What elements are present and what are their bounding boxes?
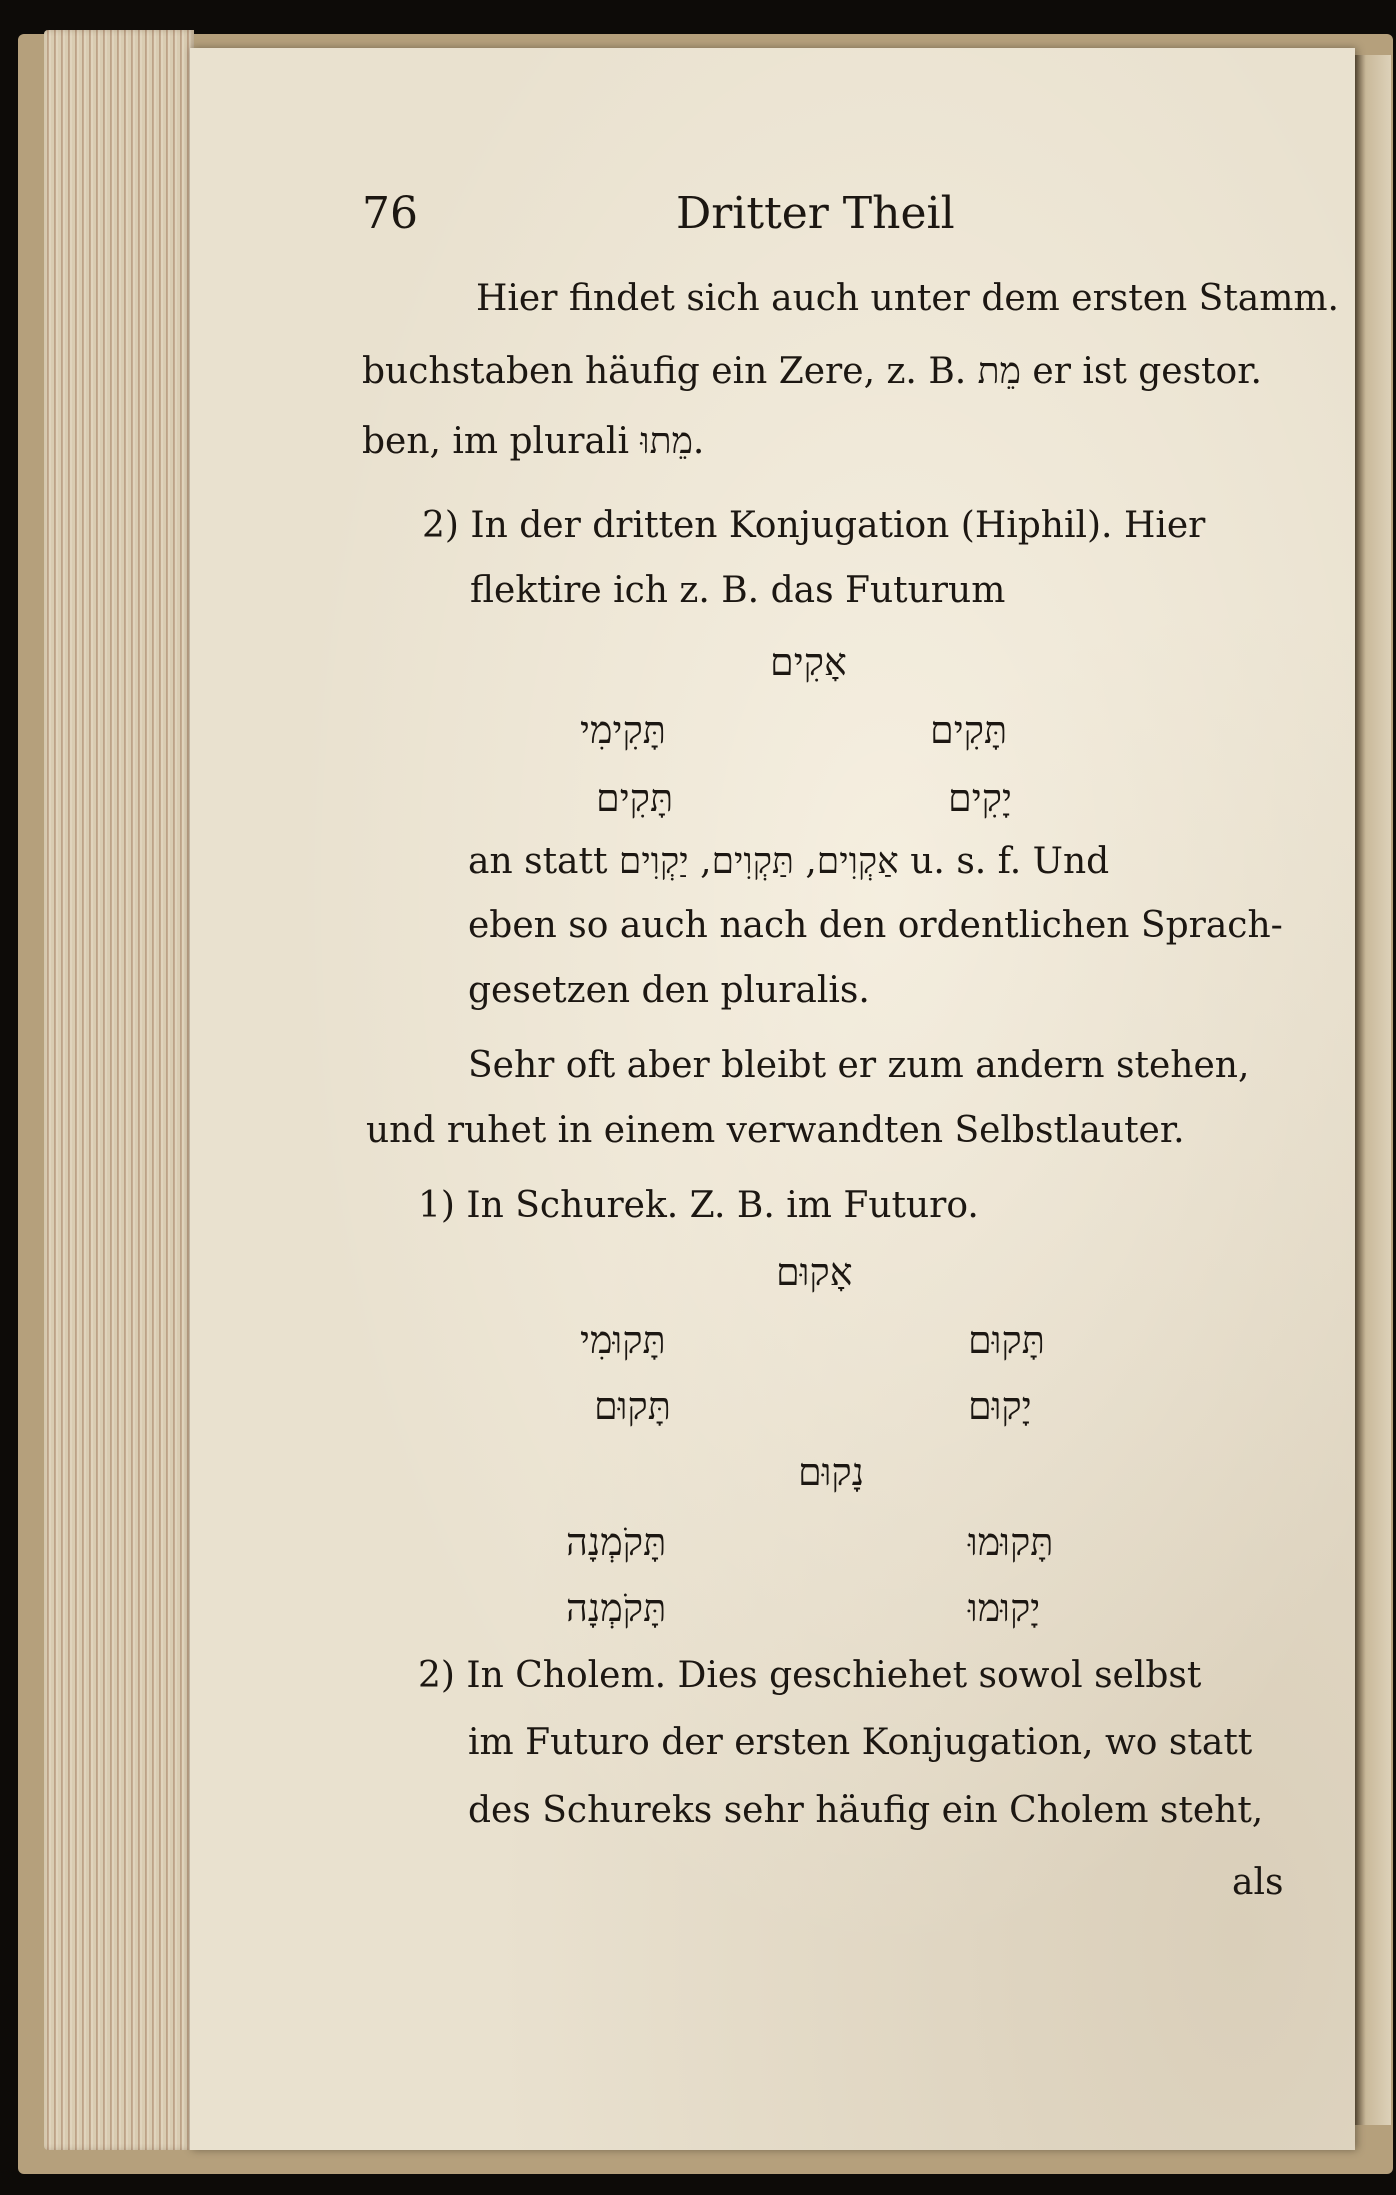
conjugation-form: תָּקִים (596, 776, 674, 820)
paragraph-line: im Futuro der ersten Konjugation, wo statt (468, 1722, 1253, 1763)
paragraph-line: flektire ich z. B. das Futurum (470, 570, 1006, 611)
paragraph-line: ben, im plurali מֵתוּ. (362, 421, 705, 462)
conjugation-form: תָּקוּם (968, 1318, 1045, 1362)
paragraph-line: 2) In der dritten Konjugation (Hiphil). Hier (422, 505, 1206, 546)
paragraph-line: eben so auch nach den ordentlichen Sprach- (468, 905, 1283, 946)
conjugation-form: תָּקוּמִי (580, 1318, 666, 1362)
conjugation-form: אָקִים (770, 640, 847, 684)
conjugation-form: תָּקֹמְנָה (566, 1586, 667, 1630)
conjugation-form: יָקוּמוּ (968, 1586, 1041, 1630)
conjugation-form: יָקוּם (968, 1384, 1032, 1428)
paragraph-line: gesetzen den pluralis. (468, 970, 870, 1011)
conjugation-form: תָּקִים (930, 708, 1008, 752)
conjugation-form: יָקִים (948, 776, 1012, 820)
conjugation-form: נָקוּם (798, 1450, 865, 1494)
conjugation-form: אָקוּם (776, 1250, 853, 1294)
paragraph-line: buchstaben häufig ein Zere, z. B. מֵת er ist gestor. (362, 351, 1262, 392)
conjugation-form: תָּקוּם (594, 1384, 671, 1428)
conjugation-form: תָּקֹמְנָה (566, 1520, 667, 1564)
paragraph-line: Sehr oft aber bleibt er zum andern stehen, (468, 1045, 1250, 1086)
conjugation-form: תָּקוּמוּ (968, 1520, 1054, 1564)
paragraph-line: und ruhet in einem verwandten Selbstlauter. (366, 1110, 1185, 1151)
facing-page-edge (1355, 55, 1391, 2125)
paragraph-line: an statt אַקְוִים, תַּקְוִים, יַקְוִים u. s. f. Und (468, 841, 1110, 882)
catchword: als (1232, 1862, 1284, 1903)
paragraph-line: Hier findet sich auch unter dem ersten Stamm. (476, 278, 1339, 319)
conjugation-form: תָּקִימִי (580, 708, 666, 752)
paragraph-line: 2) In Cholem. Dies geschiehet sowol selbst (418, 1655, 1202, 1696)
page-edges (44, 30, 194, 2150)
paragraph-line: 1) In Schurek. Z. B. im Futuro. (418, 1185, 979, 1226)
running-title: Dritter Theil (676, 188, 955, 239)
paragraph-line: des Schureks sehr häufig ein Cholem steht, (468, 1790, 1264, 1831)
page-number: 76 (362, 188, 418, 239)
